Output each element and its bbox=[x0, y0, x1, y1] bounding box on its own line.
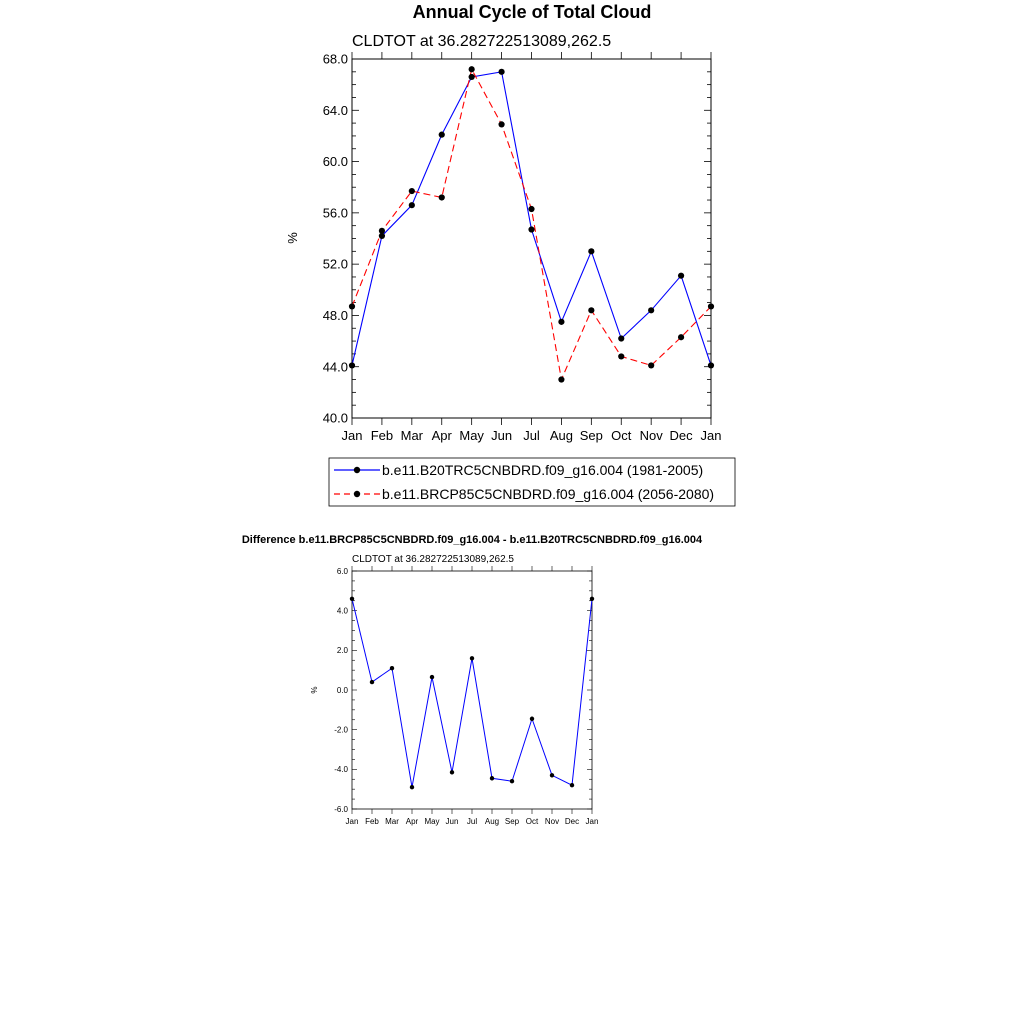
series-line-1 bbox=[352, 69, 711, 379]
y-tick-label: 6.0 bbox=[336, 566, 348, 576]
legend-marker-historical bbox=[354, 467, 360, 473]
series-1-point bbox=[349, 303, 355, 309]
series-0-point bbox=[390, 666, 394, 670]
x-tick-label: Nov bbox=[544, 817, 560, 826]
plot-area bbox=[323, 52, 722, 443]
x-tick-label: May bbox=[459, 428, 484, 443]
y-tick-label: -2.0 bbox=[334, 725, 348, 735]
legend-marker-future bbox=[354, 491, 360, 497]
legend-label-future: b.e11.BRCP85C5CNBDRD.f09_g16.004 (2056-2080) bbox=[382, 486, 715, 502]
y-tick-label: 40.0 bbox=[322, 410, 348, 426]
y-axis-label: % bbox=[285, 232, 300, 244]
series-0-point bbox=[510, 779, 514, 783]
x-tick-label: Dec bbox=[669, 428, 693, 443]
series-0-point bbox=[370, 680, 374, 684]
x-tick-label: Sep bbox=[504, 817, 520, 826]
series-0-point bbox=[678, 273, 684, 279]
y-tick-label: 68.0 bbox=[322, 51, 348, 67]
series-1-point bbox=[558, 376, 564, 382]
x-tick-label: Jan bbox=[700, 428, 722, 443]
series-0-point bbox=[588, 248, 594, 254]
chart-title: Annual Cycle of Total Cloud bbox=[412, 2, 652, 22]
series-0-point bbox=[558, 319, 564, 325]
x-tick-label: Dec bbox=[564, 817, 580, 826]
x-tick-label: May bbox=[424, 817, 440, 826]
x-tick-label: Apr bbox=[405, 817, 419, 826]
chart-subtitle: CLDTOT at 36.282722513089,262.5 bbox=[352, 33, 612, 50]
series-1-point bbox=[409, 188, 415, 194]
y-tick-label: 48.0 bbox=[322, 307, 348, 323]
x-tick-label: Oct bbox=[525, 817, 539, 826]
y-tick-label: -4.0 bbox=[334, 765, 348, 775]
difference-y-axis-label: % bbox=[310, 686, 319, 694]
x-tick-label: Mar bbox=[400, 428, 424, 443]
y-tick-label: 2.0 bbox=[336, 646, 348, 656]
series-1-point bbox=[648, 362, 654, 368]
x-tick-label: Nov bbox=[639, 428, 663, 443]
series-0-point bbox=[708, 362, 714, 368]
x-tick-label: Jul bbox=[466, 817, 478, 826]
legend bbox=[329, 458, 735, 506]
series-0-point bbox=[530, 717, 534, 721]
series-0-point bbox=[430, 675, 434, 679]
series-1-point bbox=[618, 353, 624, 359]
x-tick-label: Jun bbox=[445, 817, 459, 826]
x-tick-label: Aug bbox=[484, 817, 500, 826]
series-0-point bbox=[439, 132, 445, 138]
x-tick-label: Jan bbox=[341, 428, 363, 443]
legend-label-historical: b.e11.B20TRC5CNBDRD.f09_g16.004 (1981-2005) bbox=[382, 462, 704, 478]
annual-cycle-chart bbox=[285, 2, 721, 443]
series-1-point bbox=[439, 194, 445, 200]
series-1-point bbox=[588, 307, 594, 313]
series-1-point bbox=[379, 228, 385, 234]
y-tick-label: 0.0 bbox=[336, 685, 348, 695]
y-tick-label: 4.0 bbox=[336, 606, 348, 616]
series-1-point bbox=[469, 66, 475, 72]
difference-subtitle: CLDTOT at 36.282722513089,262.5 bbox=[352, 554, 514, 565]
series-0-point bbox=[618, 335, 624, 341]
series-0-point bbox=[409, 202, 415, 208]
plot-frame bbox=[352, 571, 592, 809]
plot-frame bbox=[352, 59, 711, 418]
series-0-point bbox=[410, 785, 414, 789]
series-1-point bbox=[708, 303, 714, 309]
series-line-0 bbox=[352, 72, 711, 366]
series-1-point bbox=[528, 206, 534, 212]
x-tick-label: Mar bbox=[385, 817, 399, 826]
x-tick-label: Apr bbox=[431, 428, 452, 443]
series-0-point bbox=[570, 783, 574, 787]
x-tick-label: Jul bbox=[523, 428, 540, 443]
x-tick-label: Oct bbox=[611, 428, 632, 443]
series-1-point bbox=[498, 121, 504, 127]
series-line-0 bbox=[352, 599, 592, 787]
difference-title: Difference b.e11.BRCP85C5CNBDRD.f09_g16.004 - b.e11.B20TRC5CNBDRD.f09_g16.004 bbox=[241, 534, 703, 546]
series-0-point bbox=[450, 770, 454, 774]
x-tick-label: Aug bbox=[549, 428, 573, 443]
series-0-point bbox=[470, 656, 474, 660]
series-0-point bbox=[590, 597, 594, 601]
y-tick-label: 52.0 bbox=[322, 256, 348, 272]
series-0-point bbox=[550, 773, 554, 777]
x-tick-label: Jan bbox=[345, 817, 359, 826]
series-0-point bbox=[350, 597, 354, 601]
x-tick-label: Jun bbox=[491, 428, 513, 443]
difference-chart bbox=[242, 534, 703, 826]
y-tick-label: 64.0 bbox=[322, 102, 348, 118]
x-tick-label: Feb bbox=[370, 428, 394, 443]
x-tick-label: Sep bbox=[579, 428, 603, 443]
x-tick-label: Feb bbox=[365, 817, 379, 826]
series-0-point bbox=[498, 69, 504, 75]
series-0-point bbox=[490, 776, 494, 780]
series-1-point bbox=[678, 334, 684, 340]
y-tick-label: 44.0 bbox=[322, 359, 348, 375]
difference-plot-area bbox=[334, 566, 598, 826]
x-tick-label: Jan bbox=[585, 817, 599, 826]
series-0-point bbox=[528, 226, 534, 232]
y-tick-label: 60.0 bbox=[322, 154, 348, 170]
y-tick-label: 56.0 bbox=[322, 205, 348, 221]
series-0-point bbox=[648, 307, 654, 313]
y-tick-label: -6.0 bbox=[334, 804, 348, 814]
series-0-point bbox=[469, 74, 475, 80]
series-0-point bbox=[349, 362, 355, 368]
